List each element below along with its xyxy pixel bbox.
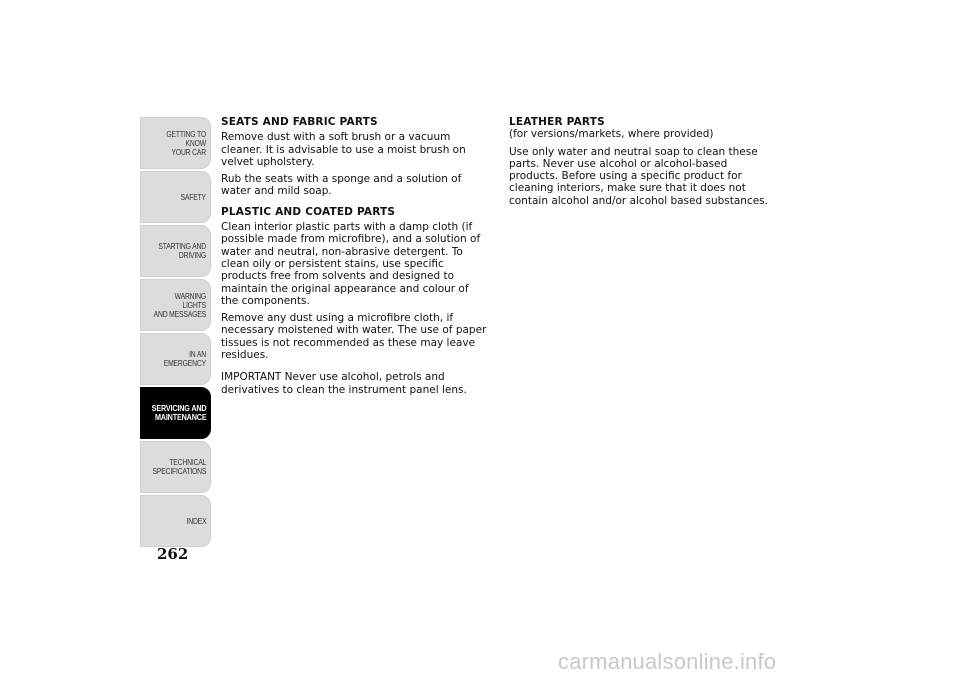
- watermark: carmanualsonline.info: [558, 649, 777, 674]
- paragraph: Clean interior plastic parts with a damp cloth (if possible made from microfibre), and a solution of water and neutral, non-abrasive detergent. To clean oily or persistent stains, use specific products free from solvents and designed to maintain the original appearance and colour of the components.: [221, 221, 481, 307]
- section-heading-seats: SEATS AND FABRIC PARTS: [221, 116, 378, 128]
- tab-label: SERVICING AND MAINTENANCE: [151, 403, 206, 422]
- tab-label: SAFETY: [180, 192, 206, 202]
- left-column: [221, 116, 489, 401]
- tab-starting-and-driving[interactable]: [140, 225, 211, 277]
- paragraph: Rub the seats with a sponge and a solution of water and mild soap.: [221, 173, 462, 198]
- chapter-tabs: [140, 117, 211, 549]
- tab-label: GETTING TO KNOW YOUR CAR: [166, 129, 206, 157]
- tab-label: WARNING LIGHTS AND MESSAGES: [153, 291, 206, 319]
- tab-label: IN AN EMERGENCY: [163, 350, 206, 368]
- tab-index[interactable]: [140, 495, 211, 547]
- tab-servicing-and-maintenance[interactable]: [140, 387, 211, 439]
- tab-safety[interactable]: [140, 171, 211, 223]
- section-heading-leather: LEATHER PARTS: [509, 116, 605, 128]
- tab-label: TECHNICAL SPECIFICATIONS: [152, 458, 206, 476]
- paragraph: Use only water and neutral soap to clean these parts. Never use alcohol or alcohol-based products. Before using a specific product for cleaning interiors, make sure that it does not contain alcohol and/or alcohol based substances.: [509, 145, 768, 207]
- paragraph: Remove dust with a soft brush or a vacuum cleaner. It is advisable to use a moist brush on velvet upholstery.: [221, 131, 466, 168]
- important-note: IMPORTANT Never use alcohol, petrols and derivatives to clean the instrument panel lens.: [221, 371, 467, 396]
- right-column: [509, 116, 777, 212]
- tab-technical-specifications[interactable]: [140, 441, 211, 493]
- paragraph: Remove any dust using a microfibre cloth, if necessary moistened with water. The use of paper tissues is not recommended as these may leave residues.: [221, 312, 487, 362]
- section-heading-plastic: PLASTIC AND COATED PARTS: [221, 205, 396, 218]
- tab-getting-to-know-your-car[interactable]: [140, 117, 211, 169]
- tab-label: STARTING AND DRIVING: [158, 242, 206, 260]
- tab-in-an-emergency[interactable]: [140, 333, 211, 385]
- page-number: 262: [157, 545, 189, 563]
- tab-label: INDEX: [186, 516, 206, 526]
- tab-warning-lights[interactable]: [140, 279, 211, 331]
- section-subtitle: (for versions/markets, where provided): [509, 128, 714, 141]
